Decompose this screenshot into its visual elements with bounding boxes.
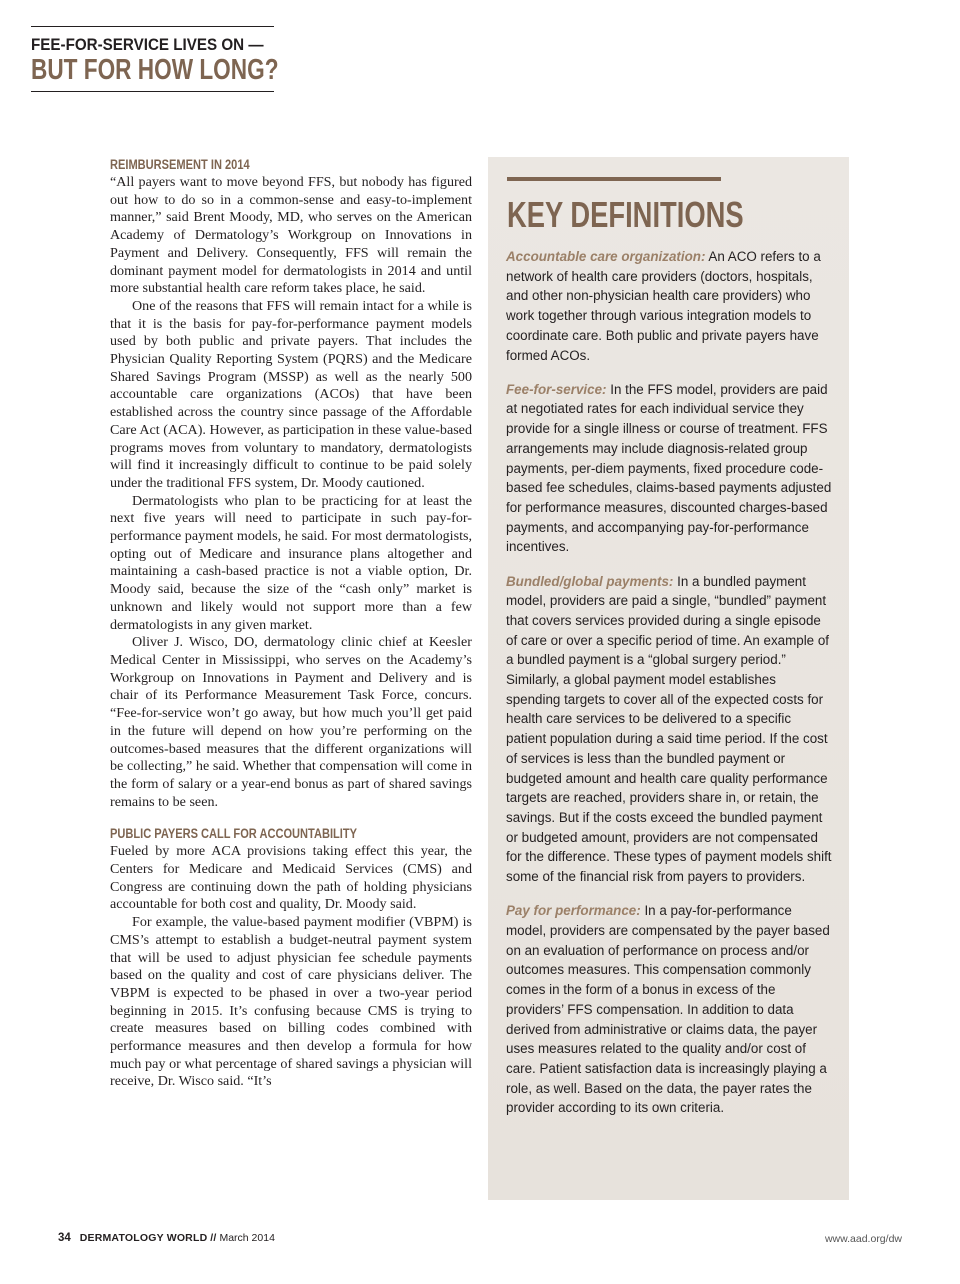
article-body xyxy=(110,154,472,1091)
definition-text: In a pay-for-performance model, providers are compensated by the payer based on an evaluation of performance on process and/or outcomes measures. This compensation commonly comes in the form of a bonus in excess of the providers’ FFS compensation. In addition to data derived from administrative or claims data, the payer uses measures related to the quality and/or cost of care. Patient satisfaction data is increasingly playing a role, as well. Based on the data, the payer rates the provider according to its own criteria. xyxy=(506,903,830,1116)
definition-term: Bundled/global payments: xyxy=(506,573,674,589)
header-kicker: FEE-FOR-SERVICE LIVES ON — xyxy=(31,36,264,54)
footer-publication xyxy=(58,1232,275,1244)
definition-term: Fee-for-service: xyxy=(506,381,607,397)
sidebar-title: KEY DEFINITIONS xyxy=(507,194,744,235)
body-paragraph: Fueled by more ACA provisions taking effect this year, the Centers for Medicare and Medicaid Services (CMS) and Congress are continuing down the path of holding physicians accountable for both cost and quality, Dr. Moody said. xyxy=(110,843,472,913)
page-number: 34 xyxy=(58,1232,71,1244)
definition-text: In a bundled payment model, providers are paid a single, “bundled” payment that covers services provided during a single episode of care or over a specific period of time. An example of a bundled payment is a “global surgery period.” Similarly, a global payment model establishes spending targets to cover all of the expected costs for health care services to be delivered to a specific patient population during a said time period. If the cost of services is less than the bundled payment or budgeted amount and health care quality performance targets are reached, providers share in, or retain, the savings. But if the costs exceed the bundled payment or budgeted amount, providers are not compensated for the difference. These types of payment models shift some of the financial risk from payers to providers. xyxy=(506,573,832,885)
body-paragraph: Oliver J. Wisco, DO, dermatology clinic chief at Keesler Medical Center in Mississippi, who serves on the Academy’s Workgroup on Innovations in Payment and Delivery and is chair of its Performance Measurement Task Force, concurs. “Fee-for-service won’t go away, but how much you’ll get paid in the future will depend on how you’re performing on the outcomes-based measures that the different organizations will be collecting,” he said. Whether that compensation will come in the form of salary or a year-end bonus as part of shared savings remains to be seen. xyxy=(110,634,472,810)
definition-term: Pay for performance: xyxy=(506,903,641,919)
definition-item xyxy=(506,380,832,557)
definition-term: Accountable care organization: xyxy=(506,249,706,264)
key-definitions-sidebar xyxy=(488,157,849,1200)
body-paragraph: For example, the value-based payment modifier (VBPM) is CMS’s attempt to establish a budget-neutral payment system that will be used to adjust physician fee schedule payments based on the quality and cost of care physicians deliver. The VBPM is expected to be phased in over a two-year period beginning in 2015. It’s confusing because CMS is trying to create measures based on billing codes combined with performance measures and then develop a formula for how much pay or what percentage of shared savings a physician will receive, Dr. Wisco said. “It’s xyxy=(110,914,472,1090)
issue-date: March 2014 xyxy=(219,1232,275,1244)
footer-separator: // xyxy=(210,1232,217,1244)
body-paragraph: One of the reasons that FFS will remain intact for a while is that it is the basis for pay-for-performance payment models used by both public and private payers. That includes the Physician Quality Reporting System (PQRS) and the Medicare Shared Savings Program (MSSP) as well as the nearly 500 accountable care organizations (ACOs) that have been established across the country since passage of the Affordable Care Act (ACA). However, as participation in these value-based programs moves from voluntary to mandatory, dermatologists will find it increasingly difficult to continue to be paid solely under the traditional FFS system, Dr. Moody cautioned. xyxy=(110,297,472,491)
magazine-name: DERMATOLOGY WORLD xyxy=(79,1232,208,1244)
article-header xyxy=(31,26,279,92)
definition-item xyxy=(506,247,832,365)
definition-text: An ACO refers to a network of health care providers (doctors, hospitals, and other non-physician health care providers) who work together through various integration models to coordinate care. Both public and private payers have formed ACOs. xyxy=(506,249,821,363)
section-heading: PUBLIC PAYERS CALL FOR ACCOUNTABILITY xyxy=(110,826,358,842)
definition-item xyxy=(506,901,832,1118)
page-title: BUT FOR HOW LONG? xyxy=(31,54,279,86)
footer-url[interactable]: www.aad.org/dw xyxy=(824,1233,902,1245)
section-heading: REIMBURSEMENT IN 2014 xyxy=(110,157,250,172)
body-paragraph: “All payers want to move beyond FFS, but nobody has figured out how to do so in a common-sense and easy-to-implement manner,” said Brent Moody, MD, who serves on the American Academy of Dermatology’s Workgroup on Innovations in Payment and Delivery. Consequently, FFS will remain the dominant payment model for dermatologists in 2014 and until more substantial health care reform takes place, he said. xyxy=(110,174,472,297)
body-paragraph: Dermatologists who plan to be practicing for at least the next five years will need to participate in such pay-for-performance payment models, he said. For most dermatologists, opting out of Medicare and insurance plans altogether and maintaining a cash-based practice is not a viable option, Dr. Moody said, because the size of the “cash only” market is unknown and likely would not support more than a few dermatologists in any given market. xyxy=(110,492,472,633)
definition-item xyxy=(506,572,832,887)
sidebar-rule xyxy=(507,177,721,181)
definitions-list xyxy=(506,247,832,1133)
definition-text: In the FFS model, providers are paid at negotiated rates for each individual service they provide for a single illness or course of treatment. FFS arrangements may include diagnosis-related group payments, per-diem payments, fixed procedure code-based fee schedules, claims-based payments adjusted for performance measures, discounted charges-based payments, and accompanying pay-for-performance incentives. xyxy=(506,381,832,555)
